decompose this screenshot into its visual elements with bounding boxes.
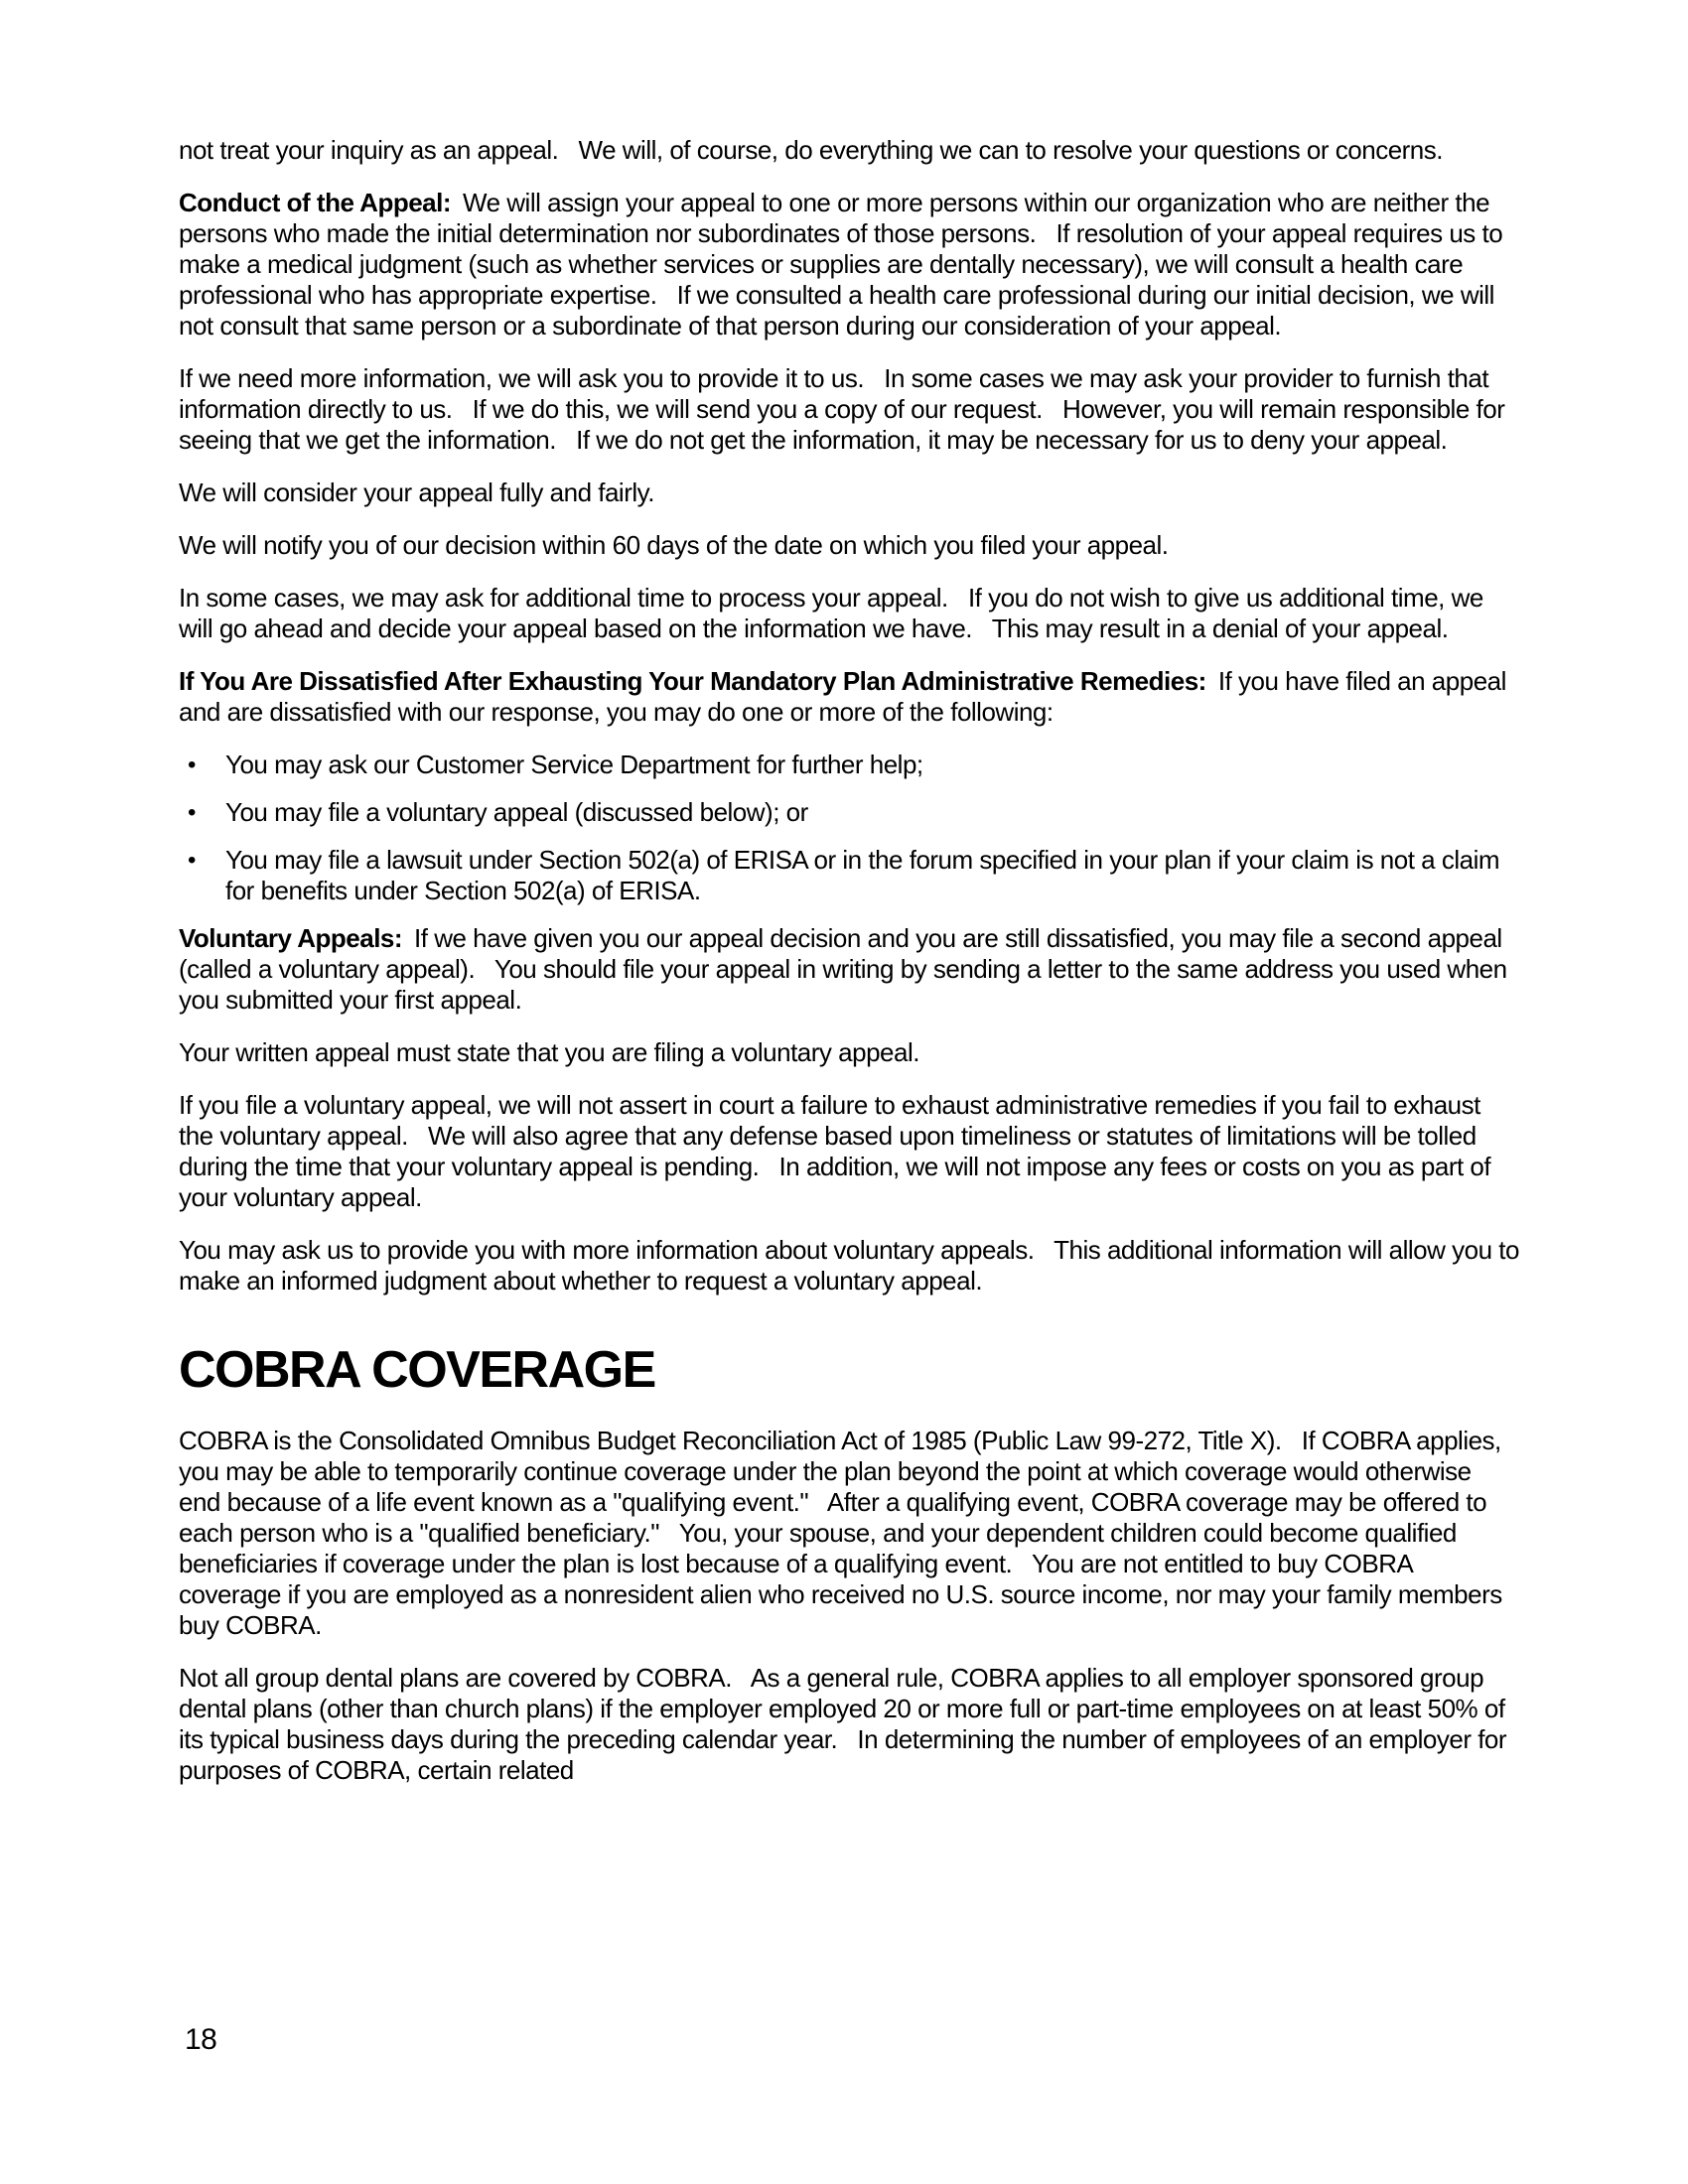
bullet-icon: •: [188, 847, 196, 874]
paragraph: We will notify you of our decision within 60 days of the date on which you filed your appeal.: [179, 530, 1169, 560]
paragraph: COBRA is the Consolidated Omnibus Budget Reconciliation Act of 1985 (Public Law 99-272, Title X). If COBRA applies, you may be able to temporarily continue coverage under the plan beyond the point at which coverage would otherwise end because of a life event known as a "qualifying event." After a qualifying event, COBRA coverage may be offered to each person who is a "qualified beneficiary." You, your spouse, and your dependent children could become qualified beneficiaries if coverage under the plan is lost because of a qualifying event. You are not entitled to buy COBRA coverage if you are employed as a nonresident alien who received no U.S. source income, nor may your family members buy COBRA.: [179, 1426, 1509, 1640]
paragraph-text: If we have given you our appeal decision and you are still dissatisfied, you may file a second appeal (called a voluntary appeal). You should file your appeal in writing by sending a letter to the same address you used when you submitted your first appeal.: [179, 923, 1514, 1015]
paragraph: We will consider your appeal fully and fairly.: [179, 478, 654, 507]
paragraph: You may ask us to provide you with more information about voluntary appeals. This additional information will allow you to make an informed judgment about whether to request a voluntary appeal.: [179, 1235, 1526, 1296]
document-body: [179, 135, 1526, 1808]
bullet-icon: •: [188, 799, 196, 826]
page-number: 18: [185, 2023, 217, 2056]
bullet-icon: •: [188, 751, 196, 778]
paragraph-text: If you have filed an appeal and are dissatisfied with our response, you may do one or more of the following:: [179, 666, 1513, 727]
paragraph: Not all group dental plans are covered by COBRA. As a general rule, COBRA applies to all employer sponsored group dental plans (other than church plans) if the employer employed 20 or more full or part-time employees on at least 50% of its typical business days during the preceding calendar year. In determining the number of employees of an employer for purposes of COBRA, certain related: [179, 1663, 1513, 1785]
paragraph: [179, 188, 1519, 341]
paragraph: Your written appeal must state that you are filing a voluntary appeal.: [179, 1037, 919, 1067]
bullet-text: You may file a voluntary appeal (discussed below); or: [225, 797, 808, 827]
paragraph: If we need more information, we will ask you to provide it to us. In some cases we may ask your provider to furnish that information directly to us. If we do this, we will send you a copy of our request. However, you will remain responsible for seeing that we get the information. If we do not get the information, it may be necessary for us to deny your appeal.: [179, 363, 1512, 455]
bullet-item: [179, 797, 1519, 828]
paragraph-text: We will assign your appeal to one or more persons within our organization who are neither the persons who made the initial determination nor subordinates of those persons. If resolution of your appeal requires us to make a medical judgment (such as whether services or supplies are dentally necessary), we will consult a health care professional who has appropriate expertise. If we consulted a health care professional during our initial decision, we will not consult that same person or a subordinate of that person during our consideration of your appeal.: [179, 188, 1509, 341]
paragraph: [179, 923, 1519, 1016]
bullet-item: [179, 750, 1519, 780]
paragraph-run-in-heading: If You Are Dissatisfied After Exhausting Your Mandatory Plan Administrative Remedies:: [179, 666, 1206, 696]
paragraph-run-in-heading: Voluntary Appeals:: [179, 923, 403, 953]
paragraph: [179, 666, 1519, 728]
bullet-item: [179, 845, 1519, 906]
paragraph: If you file a voluntary appeal, we will not assert in court a failure to exhaust administrative remedies if you fail to exhaust the voluntary appeal. We will also agree that any defense based upon timeliness or statutes of limitations will be tolled during the time that your voluntary appeal is pending. In addition, we will not impose any fees or costs on you as part of your voluntary appeal.: [179, 1090, 1497, 1212]
section-heading: COBRA COVERAGE: [179, 1341, 655, 1399]
bullet-text: You may file a lawsuit under Section 502(a) of ERISA or in the forum specified in your plan if your claim is not a claim for benefits under Section 502(a) of ERISA.: [225, 845, 1506, 905]
bullet-text: You may ask our Customer Service Department for further help;: [225, 750, 923, 779]
paragraph: In some cases, we may ask for additional time to process your appeal. If you do not wish to give us additional time, we will go ahead and decide your appeal based on the information we have. This may result in a denial of your appeal.: [179, 583, 1490, 643]
paragraph-run-in-heading: Conduct of the Appeal:: [179, 188, 452, 217]
paragraph: not treat your inquiry as an appeal. We will, of course, do everything we can to resolve your questions or concerns.: [179, 135, 1443, 165]
